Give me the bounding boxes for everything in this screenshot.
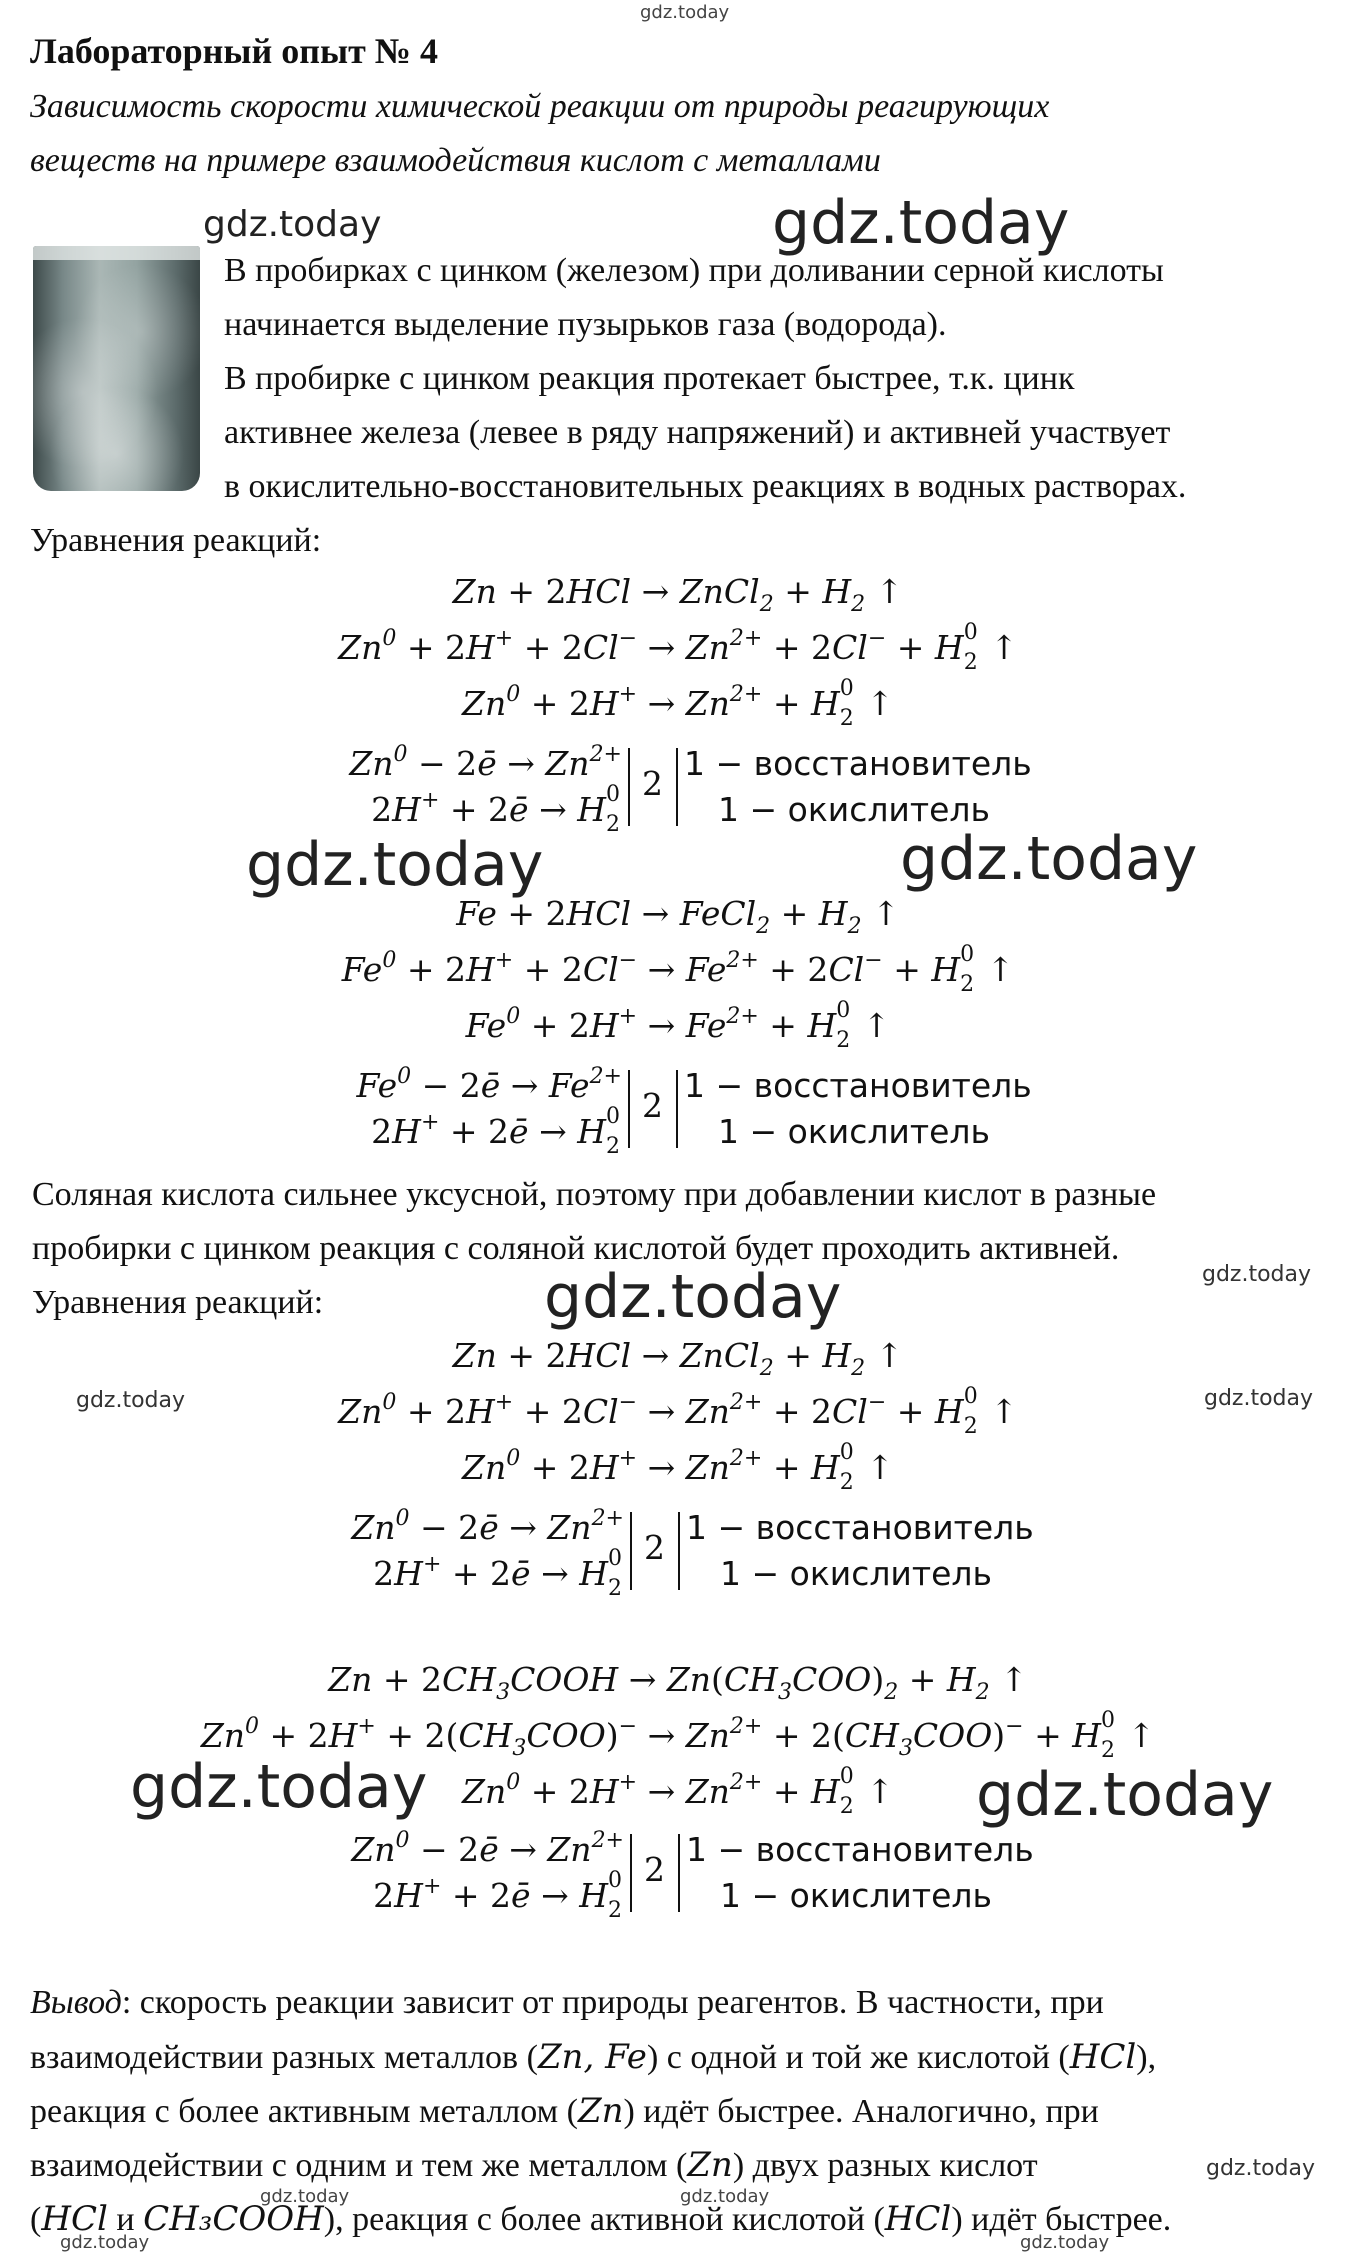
watermark: gdz.today bbox=[680, 2186, 770, 2207]
equation: $Zn^0 + 2H^+ \to Zn^{2+} + H$ 0 2 ↑ bbox=[462, 676, 894, 731]
reducer-label: 1 − восстановитель bbox=[686, 1830, 1034, 1869]
equation: $Zn^0 + 2H^+ \to Zn^{2+} + H$ 0 2 ↑ bbox=[462, 1440, 894, 1495]
intro-line-2: начинается выделение пузырьков газа (водорода). bbox=[224, 306, 947, 343]
conclusion-line-5: (HCl и CH₃COOH), реакция с более активной кислотой (HCl) идёт быстрее. bbox=[30, 2199, 1172, 2239]
watermark: gdz.today bbox=[1202, 1262, 1312, 1287]
subtitle-line-1: Зависимость скорости химической реакции от природы реагирующих bbox=[30, 88, 1050, 125]
subtitle-line-2: веществ на примере взаимодействия кислот с металлами bbox=[30, 142, 881, 179]
coefficient: 2 bbox=[642, 764, 663, 803]
intro-line-5: в окислительно-восстановительных реакциях в водных растворах. bbox=[224, 468, 1187, 505]
watermark: gdz.today bbox=[1020, 2232, 1110, 2253]
oxidizer-label: 1 − окислитель bbox=[720, 1876, 992, 1915]
equation: Fe + 2HCl → FeCl$_2$ + $H_2$ ↑ bbox=[456, 894, 900, 939]
electron-balance: Zn$^0$ − 2ē → $Zn^{2+}$ 2H+ + 2ē → H 0 2 bbox=[349, 742, 622, 837]
equation: $Fe^0 + 2H^+ \to Fe^{2+} + H$ 0 2 ↑ bbox=[465, 998, 891, 1053]
equations-label-2: Уравнения реакций: bbox=[32, 1284, 324, 1321]
reducer-label: 1 − восстановитель bbox=[686, 1508, 1034, 1547]
conclusion-line-3: реакция с более активным металлом (Zn) идёт быстрее. Аналогично, при bbox=[30, 2091, 1099, 2131]
electron-balance: Zn$^0$ − 2ē → $Zn^{2+}$ 2H+ + 2ē → H 0 2 bbox=[351, 1828, 624, 1923]
equation: $Zn^0 + 2H^+ \to Zn^{2+} + H$ 0 2 ↑ bbox=[462, 1764, 894, 1819]
reducer-label: 1 − восстановитель bbox=[684, 1066, 1032, 1105]
equation: $Fe^0 + 2H^+ + 2Cl^- \to Fe^{2+} + 2Cl^- + H$ 0 2 ↑ bbox=[341, 942, 1015, 997]
watermark: gdz.today bbox=[260, 2186, 350, 2207]
conclusion-line-1: Вывод: скорость реакции зависит от природы реагентов. В частности, при bbox=[30, 1984, 1104, 2021]
watermark: gdz.today bbox=[1206, 2156, 1316, 2181]
equation: $Zn^0 + 2H^+ + 2Cl^- \to Zn^{2+} + 2Cl^- + H$ 0 2 ↑ bbox=[338, 1384, 1018, 1439]
electron-balance: Fe$^0$ − 2ē → $Fe^{2+}$ 2H+ + 2ē → H 0 2 bbox=[356, 1064, 622, 1159]
page-title: Лабораторный опыт № 4 bbox=[30, 31, 438, 71]
watermark: gdz.today bbox=[900, 824, 1198, 894]
equation: $Zn^0 + 2H^+ + 2(CH_3COO)^- \to Zn^{2+} + 2(CH_3COO)^- + H$ 0 2 ↑ bbox=[200, 1708, 1156, 1763]
watermark: gdz.today bbox=[60, 2232, 150, 2253]
equation: $Zn + 2CH_3COOH \to Zn(CH_3COO)_2 + H_2$ ↑ bbox=[328, 1660, 1028, 1705]
oxidizer-label: 1 − окислитель bbox=[718, 1112, 990, 1151]
intro-line-3: В пробирке с цинком реакция протекает быстрее, т.к. цинк bbox=[224, 360, 1075, 397]
conclusion-line-4: взаимодействии с одним и тем же металлом (Zn) двух разных кислот bbox=[30, 2145, 1038, 2185]
watermark: gdz.today bbox=[1204, 1386, 1314, 1411]
watermark: gdz.today bbox=[246, 830, 544, 900]
watermark: gdz.today bbox=[76, 1388, 186, 1413]
comparison-line-2: пробирки с цинком реакция с соляной кислотой будет проходить активней. bbox=[32, 1230, 1120, 1267]
coefficient: 2 bbox=[644, 1528, 665, 1567]
equation: Zn + 2HCl → ZnCl$_2$ + $H_2$ ↑ bbox=[452, 572, 904, 617]
equation: Zn + 2HCl → ZnCl$_2$ + $H_2$ ↑ bbox=[452, 1336, 904, 1381]
equation: $Zn^0 + 2H^+ + 2Cl^- \to Zn^{2+} + 2Cl^- + H$ 0 2 ↑ bbox=[338, 620, 1018, 675]
coefficient: 2 bbox=[644, 1850, 665, 1889]
test-tube-photo bbox=[33, 246, 200, 491]
equations-label: Уравнения реакций: bbox=[30, 522, 322, 559]
watermark: gdz.today bbox=[640, 2, 730, 23]
conclusion-line-2: взаимодействии разных металлов (Zn, Fe) с одной и той же кислотой (HCl), bbox=[30, 2037, 1157, 2077]
intro-line-4: активнее железа (левее в ряду напряжений) и активней участвует bbox=[224, 414, 1171, 451]
intro-line-1: В пробирках с цинком (железом) при доливании серной кислоты bbox=[224, 252, 1164, 289]
oxidizer-label: 1 − окислитель bbox=[718, 790, 990, 829]
watermark: gdz.today bbox=[203, 204, 382, 245]
reducer-label: 1 − восстановитель bbox=[684, 744, 1032, 783]
comparison-line-1: Соляная кислота сильнее уксусной, поэтому при добавлении кислот в разные bbox=[32, 1176, 1157, 1213]
watermark: gdz.today bbox=[130, 1752, 428, 1822]
electron-balance: Zn$^0$ − 2ē → $Zn^{2+}$ 2H+ + 2ē → H 0 2 bbox=[351, 1506, 624, 1601]
coefficient: 2 bbox=[642, 1086, 663, 1125]
watermark: gdz.today bbox=[772, 188, 1070, 258]
oxidizer-label: 1 − окислитель bbox=[720, 1554, 992, 1593]
watermark: gdz.today bbox=[544, 1262, 842, 1332]
watermark: gdz.today bbox=[976, 1760, 1274, 1830]
